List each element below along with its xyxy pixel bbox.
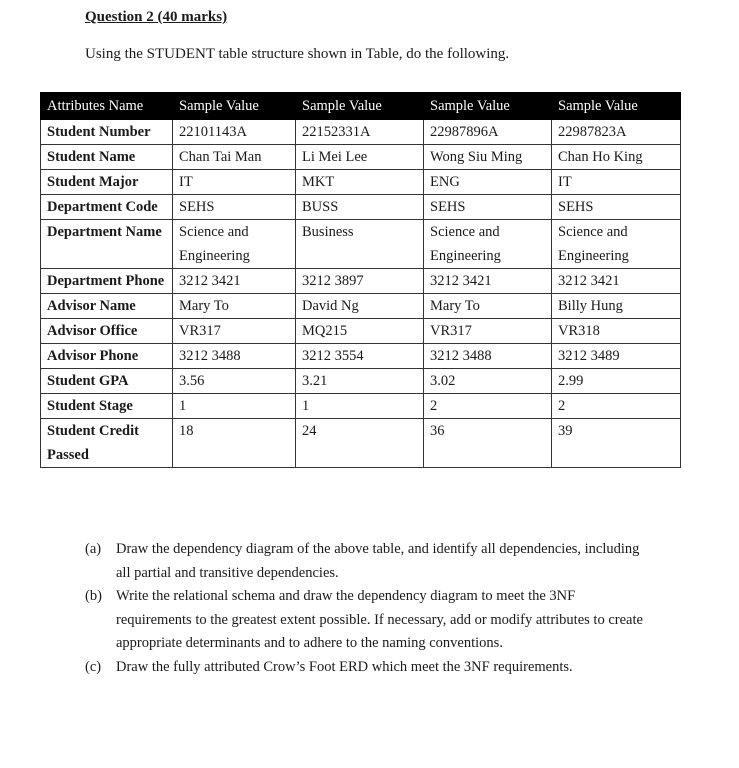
sample-value: MKT bbox=[296, 170, 424, 195]
table-row bbox=[41, 294, 681, 319]
table-row bbox=[41, 145, 681, 170]
attribute-name: Student Major bbox=[41, 170, 173, 195]
task-marker: (a) bbox=[85, 541, 102, 557]
header-attributes-name: Attributes Name bbox=[41, 93, 173, 120]
sample-value: Science and Engineering bbox=[424, 220, 552, 269]
task-marker: (b) bbox=[85, 588, 102, 604]
sample-value: MQ215 bbox=[296, 319, 424, 344]
table-row bbox=[41, 120, 681, 145]
sample-value: David Ng bbox=[296, 294, 424, 319]
sample-value: 1 bbox=[173, 394, 296, 419]
attribute-name: Student Number bbox=[41, 120, 173, 145]
sample-value: SEHS bbox=[173, 195, 296, 220]
sample-value: 3212 3554 bbox=[296, 344, 424, 369]
sample-value: 3.56 bbox=[173, 369, 296, 394]
sample-value: Billy Hung bbox=[552, 294, 681, 319]
attribute-name: Advisor Phone bbox=[41, 344, 173, 369]
task-list bbox=[85, 538, 645, 679]
header-sample-value: Sample Value bbox=[296, 93, 424, 120]
attribute-name: Department Code bbox=[41, 195, 173, 220]
sample-value: Mary To bbox=[424, 294, 552, 319]
sample-value: Chan Ho King bbox=[552, 145, 681, 170]
task-text: Draw the dependency diagram of the above table, and identify all dependencies, including all partial and transitive dependencies. bbox=[116, 541, 640, 581]
sample-value: 3212 3421 bbox=[424, 269, 552, 294]
sample-value: 3212 3421 bbox=[173, 269, 296, 294]
sample-value: 18 bbox=[173, 419, 296, 468]
sample-value: 3212 3897 bbox=[296, 269, 424, 294]
task-item-a bbox=[85, 538, 645, 585]
sample-value: 3212 3488 bbox=[424, 344, 552, 369]
sample-value: 3.21 bbox=[296, 369, 424, 394]
table-row bbox=[41, 220, 681, 269]
table-row bbox=[41, 195, 681, 220]
sample-value: VR318 bbox=[552, 319, 681, 344]
sample-value: Science and Engineering bbox=[552, 220, 681, 269]
student-table bbox=[40, 92, 681, 468]
header-sample-value: Sample Value bbox=[173, 93, 296, 120]
attribute-name: Department Name bbox=[41, 220, 173, 269]
attribute-name: Student Stage bbox=[41, 394, 173, 419]
sample-value: 24 bbox=[296, 419, 424, 468]
sample-value: Li Mei Lee bbox=[296, 145, 424, 170]
task-text: Draw the fully attributed Crow’s Foot ERD which meet the 3NF requirements. bbox=[116, 658, 573, 675]
table-row bbox=[41, 369, 681, 394]
task-marker: (c) bbox=[85, 658, 102, 675]
sample-value: 22987823A bbox=[552, 120, 681, 145]
sample-value: Business bbox=[296, 220, 424, 269]
sample-value: BUSS bbox=[296, 195, 424, 220]
table-row bbox=[41, 269, 681, 294]
attribute-name: Student Name bbox=[41, 145, 173, 170]
attribute-name: Advisor Office bbox=[41, 319, 173, 344]
table-row bbox=[41, 419, 681, 468]
header-sample-value: Sample Value bbox=[552, 93, 681, 120]
sample-value: 36 bbox=[424, 419, 552, 468]
attribute-name: Student GPA bbox=[41, 369, 173, 394]
sample-value: 3212 3488 bbox=[173, 344, 296, 369]
sample-value: VR317 bbox=[424, 319, 552, 344]
sample-value: 2 bbox=[552, 394, 681, 419]
table-row bbox=[41, 319, 681, 344]
table-row bbox=[41, 170, 681, 195]
table-row bbox=[41, 394, 681, 419]
question-title: Question 2 (40 marks) bbox=[85, 9, 228, 25]
attribute-name: Advisor Name bbox=[41, 294, 173, 319]
table-header-row bbox=[41, 93, 681, 120]
sample-value: 22152331A bbox=[296, 120, 424, 145]
sample-value: Wong Siu Ming bbox=[424, 145, 552, 170]
task-item-c bbox=[85, 656, 645, 680]
sample-value: ENG bbox=[424, 170, 552, 195]
task-item-b bbox=[85, 585, 645, 656]
sample-value: VR317 bbox=[173, 319, 296, 344]
sample-value: 3.02 bbox=[424, 369, 552, 394]
sample-value: Chan Tai Man bbox=[173, 145, 296, 170]
sample-value: 39 bbox=[552, 419, 681, 468]
sample-value: SEHS bbox=[552, 195, 681, 220]
sample-value: Science and Engineering bbox=[173, 220, 296, 269]
sample-value: 3212 3489 bbox=[552, 344, 681, 369]
sample-value: 22987896A bbox=[424, 120, 552, 145]
attribute-name: Student Credit Passed bbox=[41, 419, 173, 468]
sample-value: IT bbox=[552, 170, 681, 195]
sample-value: Mary To bbox=[173, 294, 296, 319]
task-text: Write the relational schema and draw the dependency diagram to meet the 3NF requirements to the greatest extent possible. If necessary, add or modify attributes to create appropriate determinants and to adhere to the naming conventions. bbox=[116, 588, 643, 651]
sample-value: IT bbox=[173, 170, 296, 195]
header-sample-value: Sample Value bbox=[424, 93, 552, 120]
table-row bbox=[41, 344, 681, 369]
sample-value: SEHS bbox=[424, 195, 552, 220]
sample-value: 3212 3421 bbox=[552, 269, 681, 294]
attribute-name: Department Phone bbox=[41, 269, 173, 294]
sample-value: 22101143A bbox=[173, 120, 296, 145]
sample-value: 2 bbox=[424, 394, 552, 419]
sample-value: 2.99 bbox=[552, 369, 681, 394]
question-intro: Using the STUDENT table structure shown in Table, do the following. bbox=[85, 46, 510, 62]
sample-value: 1 bbox=[296, 394, 424, 419]
